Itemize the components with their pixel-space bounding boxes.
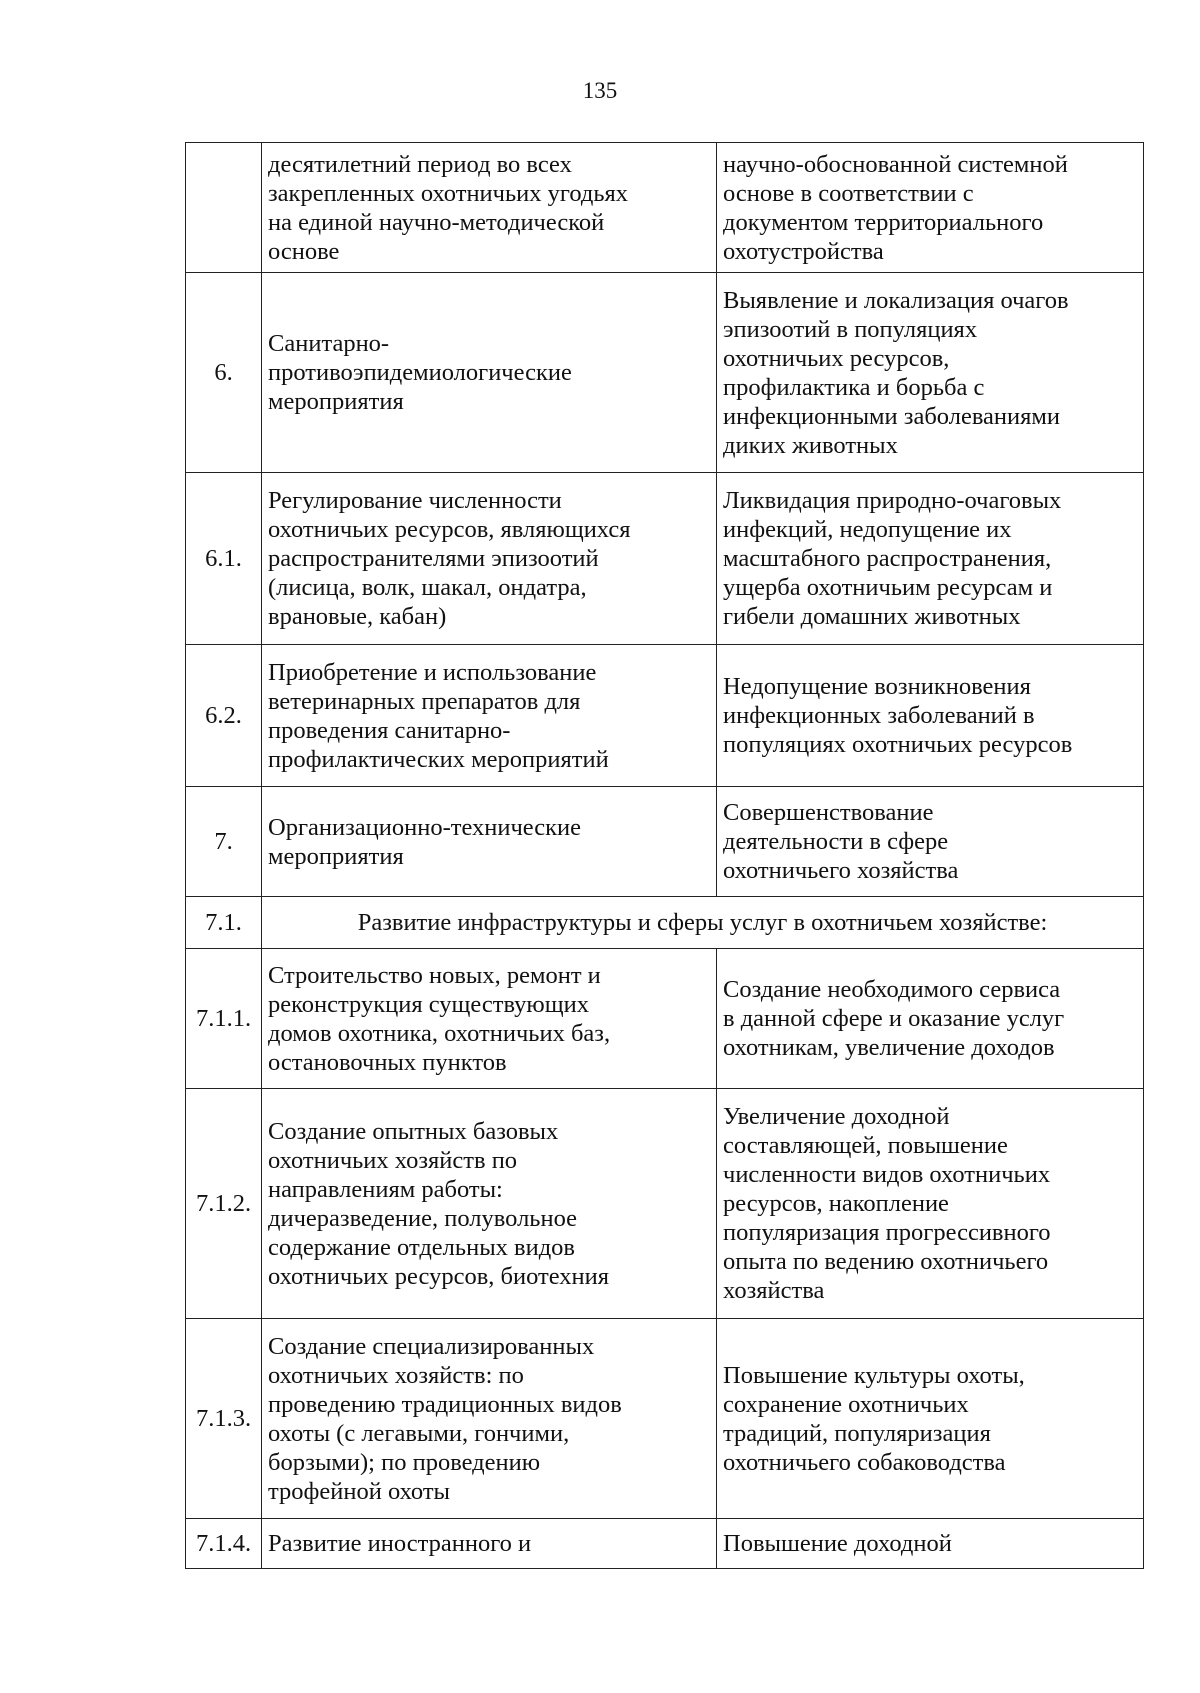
table-row [186, 143, 1144, 273]
table-row [186, 1519, 1144, 1569]
measure-name: Санитарно- противоэпидемиологические мероприятия [262, 273, 717, 473]
row-number: 7.1.2. [186, 1089, 262, 1319]
expected-result: Недопущение возникновения инфекционных заболеваний в популяциях охотничьих ресурсов [717, 645, 1144, 787]
expected-result: Создание необходимого сервиса в данной сфере и оказание услуг охотникам, увеличение доходов [717, 949, 1144, 1089]
expected-result: Совершенствование деятельности в сфере охотничьего хозяйства [717, 787, 1144, 897]
section-heading: Развитие инфраструктуры и сферы услуг в охотничьем хозяйстве: [262, 897, 1144, 949]
row-number: 7.1.3. [186, 1319, 262, 1519]
table-row [186, 273, 1144, 473]
row-number: 6. [186, 273, 262, 473]
page-number: 135 [582, 78, 618, 103]
row-number: 7. [186, 787, 262, 897]
row-number: 7.1.4. [186, 1519, 262, 1569]
table-row [186, 949, 1144, 1089]
expected-result: научно-обоснованной системной основе в соответствии с документом территориального охотустройства [717, 143, 1144, 273]
expected-result: Ликвидация природно-очаговых инфекций, недопущение их масштабного распространения, ущерба охотничьим ресурсам и гибели домашних животных [717, 473, 1144, 645]
measure-name: Строительство новых, ремонт и реконструкция существующих домов охотника, охотничьих баз, остановочных пунктов [262, 949, 717, 1089]
measure-name: Создание опытных базовых охотничьих хозяйств по направлениям работы: дичеразведение, полувольное содержание отдельных видов охотничьих ресурсов, биотехния [262, 1089, 717, 1319]
measure-name: Создание специализированных охотничьих хозяйств: по проведению традиционных видов охоты (с легавыми, гончими, борзыми); по проведению трофейной охоты [262, 1319, 717, 1519]
table-row [186, 787, 1144, 897]
measure-name: Организационно-технические мероприятия [262, 787, 717, 897]
table-row [186, 645, 1144, 787]
measure-name: десятилетний период во всех закрепленных охотничьих угодьях на единой научно-методической основе [262, 143, 717, 273]
row-number: 6.1. [186, 473, 262, 645]
row-number: 7.1. [186, 897, 262, 949]
row-number: 7.1.1. [186, 949, 262, 1089]
measure-name: Приобретение и использование ветеринарных препаратов для проведения санитарно- профилактических мероприятий [262, 645, 717, 787]
measure-name: Регулирование численности охотничьих ресурсов, являющихся распространителями эпизоотий (лисица, волк, шакал, ондатра, врановые, кабан) [262, 473, 717, 645]
table-row [186, 473, 1144, 645]
row-number [186, 143, 262, 273]
measures-table [185, 142, 1144, 1569]
table-row [186, 897, 1144, 949]
expected-result: Повышение доходной [717, 1519, 1144, 1569]
measure-name: Развитие иностранного и [262, 1519, 717, 1569]
expected-result: Увеличение доходной составляющей, повышение численности видов охотничьих ресурсов, накопление популяризация прогрессивного опыта по ведению охотничьего хозяйства [717, 1089, 1144, 1319]
expected-result: Повышение культуры охоты, сохранение охотничьих традиций, популяризация охотничьего собаководства [717, 1319, 1144, 1519]
table-row [186, 1089, 1144, 1319]
expected-result: Выявление и локализация очагов эпизоотий в популяциях охотничьих ресурсов, профилактика и борьба с инфекционными заболеваниями диких животных [717, 273, 1144, 473]
row-number: 6.2. [186, 645, 262, 787]
table-row [186, 1319, 1144, 1519]
